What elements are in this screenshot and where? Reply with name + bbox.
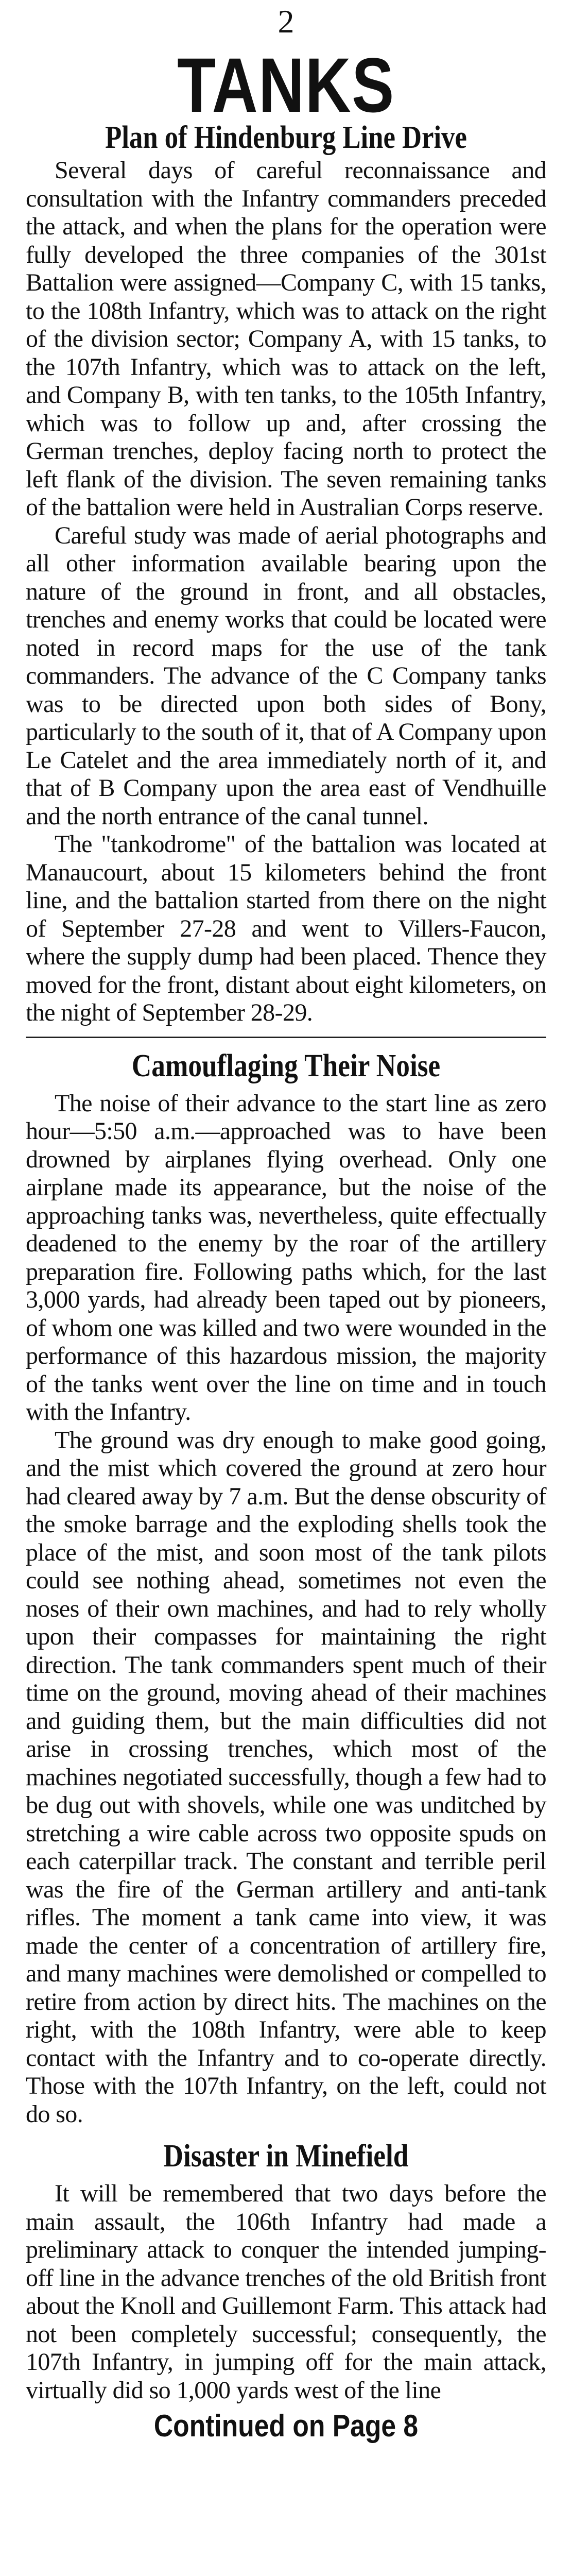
- section-heading: Camouflaging Their Noise: [131, 1048, 441, 1083]
- page-number: 2: [278, 3, 294, 40]
- body-paragraph: Several days of careful reconnaissance and consultation with the Infantry commanders preceded the attack, and when the plans for the operation were fully developed the three companies of the 301st Battalion were assigned—Company C, with 15 tanks, to the 108th Infantry, which was to attack on the right of the division sector; Company A, with 15 tanks, to the 107th Infantry, which was to attack on the left, and Company B, with ten tanks, to the 105th Infantry, which was to follow up and, after crossing the German trenches, deploy facing north to protect the left flank of the division. The seven remaining tanks of the battalion were held in Australian Corps reserve.: [26, 157, 546, 521]
- body-paragraph: Careful study was made of aerial photographs and all other information available bearing upon the nature of the ground in front, and all obstacles, trenches and enemy works that could be located were noted in record maps for the use of the tank commanders. The advance of the C Company tanks was to be directed upon both sides of Bony, particularly to the south of it, that of A Company upon Le Catelet and the area immediately north of it, and that of B Company upon the area east of Vendhuille and the north entrance of the canal tunnel.: [26, 521, 546, 830]
- body-paragraph: The noise of their advance to the start line as zero hour—5:50 a.m.—approached was to have been drowned by airplanes flying overhead. Only one airplane made its appearance, but the noise of the approaching tanks was, nevertheless, quite effectually deadened to the enemy by the roar of the artillery preparation fire. Following paths which, for the last 3,000 yards, had already been taped out by pioneers, of whom one was killed and two were wounded in the performance of this hazardous mission, the majority of the tanks went over the line on time and in touch with the Infantry.: [26, 1089, 546, 1426]
- section-divider: [26, 1037, 546, 1038]
- article-body: [26, 157, 546, 2445]
- body-paragraph: The "tankodrome" of the battalion was located at Manaucourt, about 15 kilometers behind the front line, and the battalion started from there on the night of September 27-28 and went to Villers-Faucon, where the supply dump had been placed. Thence they moved for the front, distant about eight kilometers, on the night of September 28-29.: [26, 831, 546, 1026]
- body-paragraph: It will be remembered that two days before the main assault, the 106th Infantry had made a preliminary attack to conquer the intended jumping-off line in the advance trenches of the old British front about the Knoll and Guillemont Farm. This attack had not been completely successful; consequently, the 107th Infantry, in jumping off for the main attack, virtually did so 1,000 yards west of the line: [26, 2180, 546, 2404]
- continued-note: Continued on Page 8: [153, 2409, 419, 2443]
- section-heading: Disaster in Minefield: [163, 2139, 409, 2174]
- subheading: Plan of Hindenburg Line Drive: [105, 120, 467, 155]
- headline: TANKS: [177, 42, 395, 128]
- body-paragraph: The ground was dry enough to make good going, and the mist which covered the ground at zero hour had cleared away by 7 a.m. But the dense obscurity of the smoke barrage and the exploding shells took the place of the mist, and soon most of the tank pilots could see nothing ahead, sometimes not even the noses of their own machines, and had to rely wholly upon their compasses for maintaining the right direction. The tank commanders spent much of their time on the ground, moving ahead of their machines and guiding them, but the main difficulties did not arise in crossing trenches, which most of the machines negotiated successfully, though a few had to be dug out with shovels, while one was unditched by stretching a wire cable across two opposite spuds on each caterpillar track. The constant and terrible peril was the fire of the German artillery and anti-tank rifles. The moment a tank came into view, it was made the center of a concentration of artillery fire, and many machines were demolished or compelled to retire from action by direct hits. The machines on the right, with the 108th Infantry, were able to keep contact with the Infantry and to co-operate directly. Those with the 107th Infantry, on the left, could not do so.: [26, 1426, 546, 2128]
